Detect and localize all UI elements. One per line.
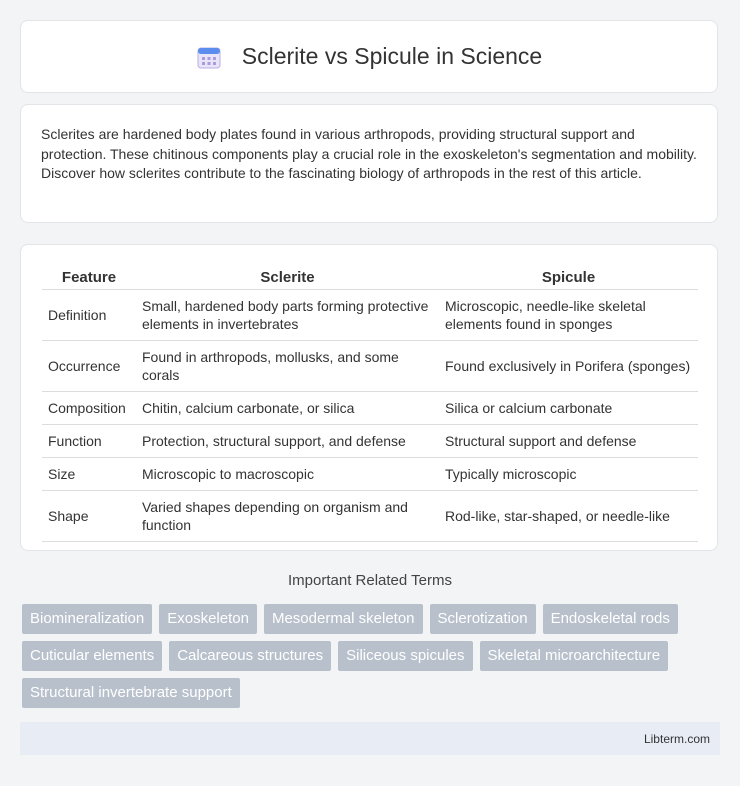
intro-text: Sclerites are hardened body plates found in various arthropods, providing structural support and protection. These chitinous components play a crucial role in the exoskeleton's segmentation and mobility. Discover how sclerites contribute to the fascinating biology of arthropods in the rest of this article. [41, 126, 697, 181]
table-cell-spicule: Structural support and defense [439, 425, 698, 458]
term-tag[interactable]: Structural invertebrate support [22, 678, 240, 708]
table-cell-feature: Occurrence [42, 341, 136, 392]
comparison-card [20, 244, 718, 551]
table-cell-sclerite: Varied shapes depending on organism and function [136, 491, 439, 542]
table-cell-spicule: Rod-like, star-shaped, or needle-like [439, 491, 698, 542]
table-cell-sclerite: Microscopic to macroscopic [136, 458, 439, 491]
column-header-sclerite: Sclerite [136, 265, 439, 290]
footer [20, 722, 720, 755]
table-cell-feature: Definition [42, 290, 136, 341]
term-tag[interactable]: Endoskeletal rods [543, 604, 678, 634]
header-card [20, 20, 718, 93]
related-terms-title: Important Related Terms [288, 572, 452, 589]
term-tag[interactable]: Siliceous spicules [338, 641, 472, 671]
table-row [42, 290, 698, 341]
footer-site-link[interactable]: Libterm.com [643, 731, 710, 746]
table-row [42, 341, 698, 392]
table-cell-spicule: Typically microscopic [439, 458, 698, 491]
table-header-row [42, 265, 698, 290]
related-terms-list [22, 604, 722, 708]
table-cell-feature: Shape [42, 491, 136, 542]
table-cell-sclerite: Chitin, calcium carbonate, or silica [136, 392, 439, 425]
term-tag[interactable]: Mesodermal skeleton [264, 604, 423, 634]
table-row [42, 491, 698, 542]
table-row [42, 392, 698, 425]
term-tag[interactable]: Skeletal microarchitecture [480, 641, 669, 671]
table-cell-sclerite: Small, hardened body parts forming protective elements in invertebrates [136, 290, 439, 341]
table-cell-sclerite: Found in arthropods, mollusks, and some corals [136, 341, 439, 392]
page-title: Sclerite vs Spicule in Science [241, 43, 543, 69]
table-cell-feature: Composition [42, 392, 136, 425]
table-cell-spicule: Microscopic, needle-like skeletal elements found in sponges [439, 290, 698, 341]
table-row [42, 425, 698, 458]
table-cell-spicule: Found exclusively in Porifera (sponges) [439, 341, 698, 392]
column-header-spicule: Spicule [439, 265, 698, 290]
term-tag[interactable]: Calcareous structures [169, 641, 331, 671]
comparison-table [42, 265, 698, 542]
term-tag[interactable]: Sclerotization [430, 604, 536, 634]
intro-card [20, 104, 718, 223]
term-tag[interactable]: Biomineralization [22, 604, 152, 634]
column-header-feature: Feature [42, 265, 136, 290]
table-cell-sclerite: Protection, structural support, and defense [136, 425, 439, 458]
table-cell-spicule: Silica or calcium carbonate [439, 392, 698, 425]
table-row [42, 458, 698, 491]
term-tag[interactable]: Exoskeleton [159, 604, 257, 634]
calendar-icon [196, 44, 222, 70]
table-cell-feature: Size [42, 458, 136, 491]
term-tag[interactable]: Cuticular elements [22, 641, 162, 671]
table-cell-feature: Function [42, 425, 136, 458]
